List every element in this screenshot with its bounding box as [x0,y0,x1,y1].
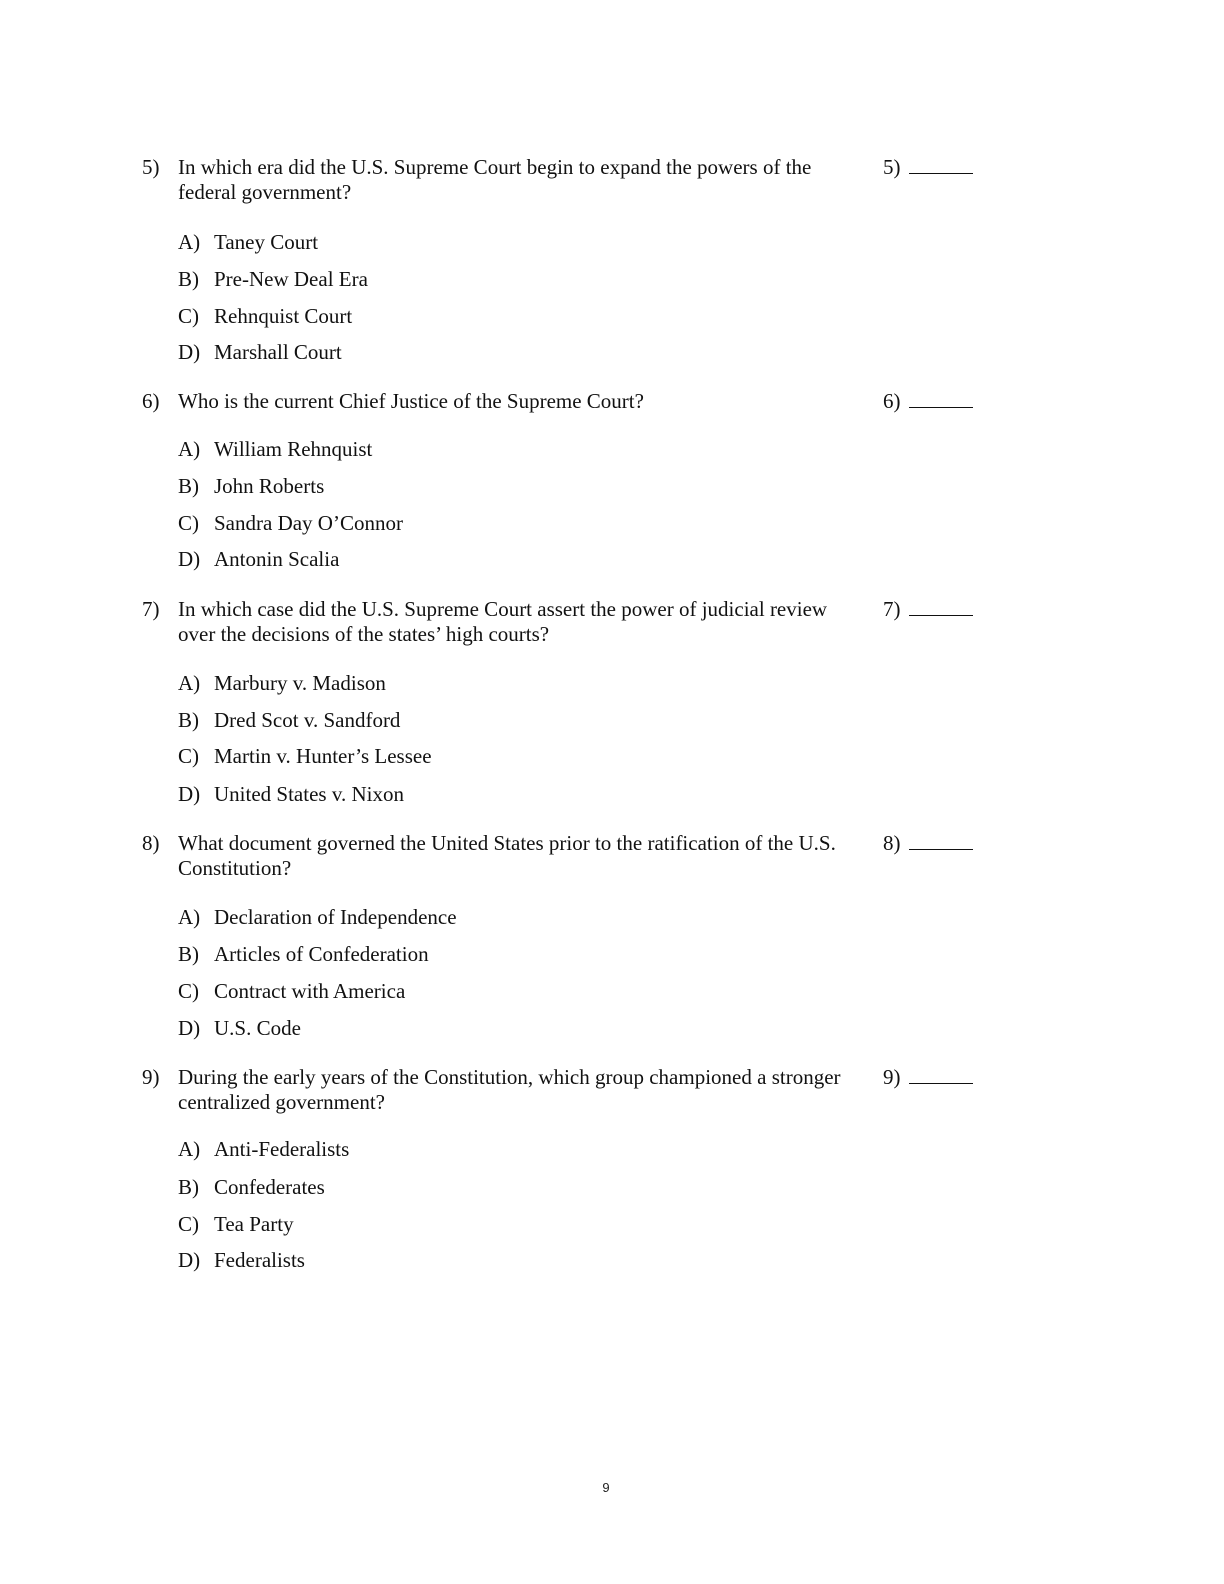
option-letter: B) [178,708,199,732]
answer-line[interactable] [909,389,973,408]
option-letter: D) [178,547,201,571]
option-letter: D) [178,1248,201,1272]
option-text: John Roberts [214,474,325,498]
option-letter: C) [178,979,199,1003]
option-a [178,437,372,462]
option-letter: C) [178,1212,199,1236]
option-text: Tea Party [214,1212,294,1236]
answer-label: 5) [883,155,901,179]
option-text: Articles of Confederation [214,942,429,966]
option-text: Contract with America [214,979,406,1003]
option-text: Rehnquist Court [214,304,353,328]
option-b [178,708,400,733]
option-text: Federalists [214,1248,305,1272]
option-d [178,782,404,807]
option-c [178,511,403,536]
option-text: United States v. Nixon [214,782,404,806]
option-d [178,1016,301,1041]
option-b [178,267,368,292]
option-letter: D) [178,1016,201,1040]
option-d [178,340,342,365]
answer-blank[interactable] [883,155,973,180]
option-text: Taney Court [214,230,319,254]
option-a [178,1137,349,1162]
option-letter: A) [178,230,201,254]
answer-blank[interactable] [883,389,973,414]
option-letter: C) [178,511,199,535]
answer-line[interactable] [909,831,973,850]
option-text: Dred Scot v. Sandford [214,708,401,732]
option-text: U.S. Code [214,1016,301,1040]
option-text: Confederates [214,1175,325,1199]
option-letter: B) [178,942,199,966]
option-a [178,230,318,255]
answer-label: 9) [883,1065,901,1089]
answer-blank[interactable] [883,597,973,622]
answer-line[interactable] [909,1065,973,1084]
option-text: Antonin Scalia [214,547,340,571]
option-letter: A) [178,905,201,929]
option-letter: A) [178,437,201,461]
answer-blank[interactable] [883,1065,973,1090]
question-number: 6) [142,389,160,413]
option-text: William Rehnquist [214,437,373,461]
question-text: In which case did the U.S. Supreme Court assert the power of judicial review over the decisions of the states’ high courts? [178,597,828,646]
question-number: 9) [142,1065,160,1089]
option-b [178,474,324,499]
option-d [178,1248,305,1273]
option-b [178,942,429,967]
question-text: In which era did the U.S. Supreme Court begin to expand the powers of the federal government? [178,155,812,204]
option-text: Marbury v. Madison [214,671,386,695]
question-text: Who is the current Chief Justice of the Supreme Court? [178,389,644,413]
option-text: Declaration of Independence [214,905,457,929]
answer-label: 6) [883,389,901,413]
option-c [178,1212,294,1237]
answer-label: 7) [883,597,901,621]
option-b [178,1175,325,1200]
answer-line[interactable] [909,155,973,174]
option-letter: C) [178,304,199,328]
answer-label: 8) [883,831,901,855]
option-text: Sandra Day O’Connor [214,511,403,535]
answer-line[interactable] [909,597,973,616]
option-letter: A) [178,1137,201,1161]
question-text: During the early years of the Constitution, which group championed a stronger centralized government? [178,1065,841,1114]
option-text: Marshall Court [214,340,342,364]
option-c [178,304,352,329]
option-letter: D) [178,782,201,806]
option-letter: B) [178,474,199,498]
option-letter: B) [178,1175,199,1199]
question-number: 7) [142,597,160,621]
option-letter: B) [178,267,199,291]
option-letter: A) [178,671,201,695]
page-number: 9 [602,1480,610,1495]
option-d [178,547,339,572]
question-text: What document governed the United States prior to the ratification of the U.S. Constitution? [178,831,836,880]
question-number: 8) [142,831,160,855]
option-text: Pre-New Deal Era [214,267,368,291]
option-a [178,905,457,930]
option-letter: C) [178,744,199,768]
option-a [178,671,386,696]
question-number: 5) [142,155,160,179]
answer-blank[interactable] [883,831,973,856]
option-text: Martin v. Hunter’s Lessee [214,744,432,768]
option-letter: D) [178,340,201,364]
option-c [178,744,432,769]
option-text: Anti-Federalists [214,1137,350,1161]
option-c [178,979,405,1004]
